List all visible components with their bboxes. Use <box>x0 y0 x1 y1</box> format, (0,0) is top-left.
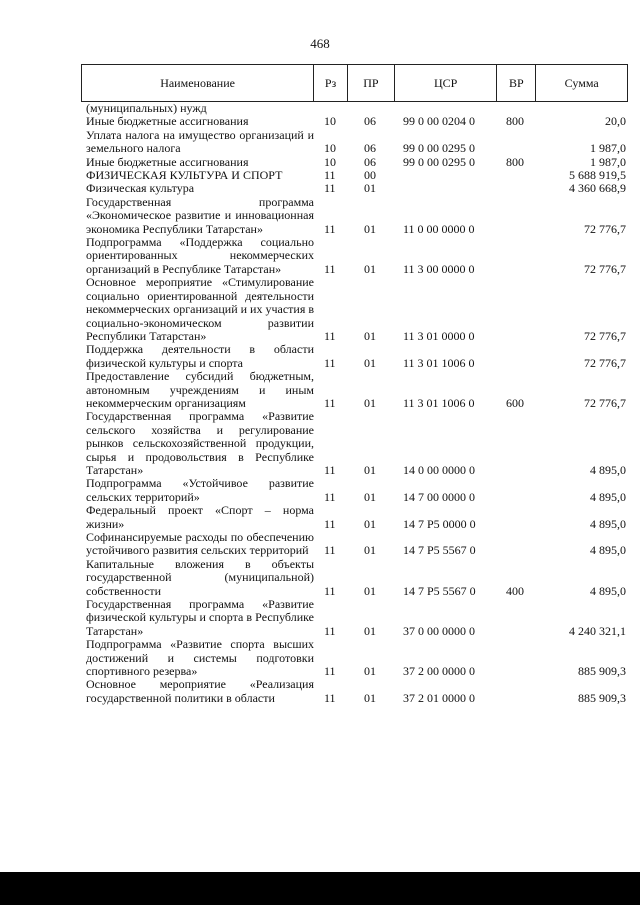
cell-pr: 01 <box>364 355 376 370</box>
cell-rz: 11 <box>324 168 336 183</box>
cell-name: ФИЗИЧЕСКАЯ КУЛЬТУРА И СПОРТ <box>86 168 283 183</box>
table-row <box>81 276 628 343</box>
table-row <box>81 169 628 182</box>
cell-name: Поддержка деятельности в области физической культуры и спорта <box>86 342 314 370</box>
cell-rz: 10 <box>324 141 336 156</box>
cell-csr: 37 2 01 0000 0 <box>403 690 475 705</box>
header-name: Наименование <box>82 65 314 101</box>
cell-pr: 06 <box>364 114 376 129</box>
cell-pr: 01 <box>364 328 376 343</box>
table-row <box>81 182 628 195</box>
page-number: 468 <box>310 36 330 51</box>
scan-bottom-edge <box>0 872 640 905</box>
cell-csr: 11 3 01 0000 0 <box>403 328 475 343</box>
table-row <box>81 531 628 558</box>
header-pr: ПР <box>348 65 395 101</box>
cell-vr <box>498 182 537 195</box>
cell-vr <box>498 343 537 370</box>
cell-csr: 99 0 00 0204 0 <box>403 114 475 129</box>
table-row <box>81 370 628 410</box>
header-vr: ВР <box>497 65 536 101</box>
cell-rz: 11 <box>324 221 336 236</box>
cell-pr: 01 <box>364 583 376 598</box>
cell-vr <box>498 236 537 276</box>
cell-pr: 01 <box>364 543 376 558</box>
cell-csr <box>395 182 498 195</box>
cell-pr: 01 <box>364 623 376 638</box>
cell-vr <box>498 169 537 182</box>
cell-csr <box>395 102 498 115</box>
cell-csr: 14 7 P5 5567 0 <box>403 543 476 558</box>
cell-sum: 4 895,0 <box>590 489 626 504</box>
cell-rz: 11 <box>324 489 336 504</box>
cell-rz: 11 <box>324 664 336 679</box>
cell-sum: 4 895,0 <box>590 462 626 477</box>
header-sum: Сумма <box>564 75 599 90</box>
cell-rz: 11 <box>324 181 336 196</box>
cell-vr <box>498 678 537 705</box>
table-row <box>81 102 628 115</box>
cell-vr <box>498 129 537 156</box>
cell-vr: 800 <box>506 154 524 169</box>
cell-vr <box>498 477 537 504</box>
cell-pr: 06 <box>364 154 376 169</box>
cell-rz <box>314 102 348 115</box>
table-row <box>81 598 628 638</box>
cell-pr: 01 <box>364 261 376 276</box>
cell-rz: 11 <box>324 355 336 370</box>
cell-vr <box>498 531 537 558</box>
cell-sum: 4 240 321,1 <box>569 623 626 638</box>
cell-pr: 01 <box>364 489 376 504</box>
cell-csr: 14 0 00 0000 0 <box>403 462 475 477</box>
cell-name: Иные бюджетные ассигнования <box>86 154 249 169</box>
cell-vr <box>498 102 537 115</box>
cell-pr: 01 <box>364 516 376 531</box>
cell-sum: 885 909,3 <box>578 690 626 705</box>
cell-name: Софинансируемые расходы по обеспечению устойчивого развития сельских территорий <box>86 530 314 558</box>
cell-pr: 01 <box>364 221 376 236</box>
cell-name: Государственная программа «Развитие сельского хозяйства и регулирование рынков сельскохозяйственной продукции, сырья и продовольствия в Республике Татарстан» <box>86 409 314 477</box>
cell-csr: 37 2 00 0000 0 <box>403 664 475 679</box>
cell-name: Основное мероприятие «Реализация государственной политики в области <box>86 677 314 705</box>
cell-name: Уплата налога на имущество организаций и земельного налога <box>86 127 314 156</box>
cell-pr: 06 <box>364 141 376 156</box>
cell-csr <box>395 169 498 182</box>
cell-vr <box>498 196 537 236</box>
cell-rz: 10 <box>324 114 336 129</box>
table-row <box>81 236 628 276</box>
table-header <box>81 64 628 102</box>
cell-vr: 400 <box>506 583 524 598</box>
cell-pr: 00 <box>364 168 376 183</box>
cell-rz: 11 <box>324 395 336 410</box>
cell-rz: 11 <box>324 543 336 558</box>
table-row <box>81 678 628 705</box>
cell-sum: 4 895,0 <box>590 583 626 598</box>
cell-sum: 72 776,7 <box>584 328 626 343</box>
table-row <box>81 196 628 236</box>
cell-sum: 4 895,0 <box>590 543 626 558</box>
header-rz: Рз <box>314 65 348 101</box>
cell-sum: 72 776,7 <box>584 355 626 370</box>
table-row <box>81 638 628 678</box>
table-row <box>81 477 628 504</box>
cell-rz: 11 <box>324 583 336 598</box>
cell-vr <box>498 276 537 343</box>
cell-csr: 37 0 00 0000 0 <box>403 623 475 638</box>
budget-table-body <box>81 102 628 705</box>
cell-sum: 4 895,0 <box>590 516 626 531</box>
cell-sum: 4 360 668,9 <box>569 181 626 196</box>
table-row <box>81 156 628 169</box>
table-row <box>81 115 628 128</box>
cell-sum: 5 688 919,5 <box>569 168 626 183</box>
cell-sum: 20,0 <box>605 114 626 129</box>
header-csr: ЦСР <box>395 65 498 101</box>
table-row <box>81 410 628 477</box>
cell-sum: 885 909,3 <box>578 664 626 679</box>
cell-name: Государственная программа «Экономическое развитие и инновационная экономика Республики Татарстан» <box>86 194 314 236</box>
cell-rz: 11 <box>324 623 336 638</box>
cell-sum: 72 776,7 <box>584 221 626 236</box>
cell-csr: 11 0 00 0000 0 <box>403 221 475 236</box>
cell-csr: 14 7 P5 0000 0 <box>403 516 476 531</box>
cell-name: Подпрограмма «Поддержка социально ориентированных некоммерческих организаций в Республике Татарстан» <box>86 235 314 276</box>
table-row <box>81 343 628 370</box>
cell-pr <box>348 102 395 115</box>
cell-rz: 11 <box>324 462 336 477</box>
cell-pr: 01 <box>364 462 376 477</box>
cell-pr: 01 <box>364 181 376 196</box>
cell-sum: 72 776,7 <box>584 261 626 276</box>
cell-rz: 10 <box>324 154 336 169</box>
cell-csr: 11 3 00 0000 0 <box>403 261 475 276</box>
cell-sum <box>537 102 628 115</box>
cell-name: Иные бюджетные ассигнования <box>86 114 249 129</box>
cell-vr <box>498 504 537 531</box>
cell-name: (муниципальных) нужд <box>86 101 207 115</box>
cell-csr: 99 0 00 0295 0 <box>403 141 475 156</box>
cell-name: Капитальные вложения в объекты государственной (муниципальной) собственности <box>86 556 314 598</box>
cell-pr: 01 <box>364 664 376 679</box>
cell-csr: 14 7 P5 5567 0 <box>403 583 476 598</box>
cell-name: Подпрограмма «Развитие спорта высших достижений и системы подготовки спортивного резерва» <box>86 637 314 679</box>
table-row <box>81 558 628 598</box>
cell-vr <box>498 410 537 477</box>
cell-sum: 1 987,0 <box>590 141 626 156</box>
cell-csr: 14 7 00 0000 0 <box>403 489 475 504</box>
cell-vr <box>498 598 537 638</box>
cell-name: Подпрограмма «Устойчивое развитие сельских территорий» <box>86 476 314 504</box>
cell-rz: 11 <box>324 261 336 276</box>
cell-sum: 72 776,7 <box>584 395 626 410</box>
cell-name: Федеральный проект «Спорт – норма жизни» <box>86 503 314 531</box>
cell-csr: 11 3 01 1006 0 <box>403 355 475 370</box>
cell-name: Государственная программа «Развитие физической культуры и спорта в Республике Татарстан» <box>86 597 314 638</box>
cell-vr <box>498 638 537 678</box>
cell-rz: 11 <box>324 516 336 531</box>
table-row <box>81 129 628 156</box>
cell-vr: 600 <box>506 395 524 410</box>
table-row <box>81 504 628 531</box>
cell-csr: 99 0 00 0295 0 <box>403 154 475 169</box>
cell-name: Основное мероприятие «Стимулирование социально ориентированной деятельности некоммерческих организаций и их участия в социально-экономическом развитии Республики Татарстан» <box>86 275 314 343</box>
cell-pr: 01 <box>364 690 376 705</box>
cell-name: Предоставление субсидий бюджетным, автономным учреждениям и иным некоммерческим организациям <box>86 369 314 410</box>
cell-sum: 1 987,0 <box>590 154 626 169</box>
cell-pr: 01 <box>364 395 376 410</box>
cell-name: Физическая культура <box>86 181 195 196</box>
cell-rz: 11 <box>324 690 336 705</box>
cell-rz: 11 <box>324 328 336 343</box>
cell-csr: 11 3 01 1006 0 <box>403 395 475 410</box>
cell-vr: 800 <box>506 114 524 129</box>
